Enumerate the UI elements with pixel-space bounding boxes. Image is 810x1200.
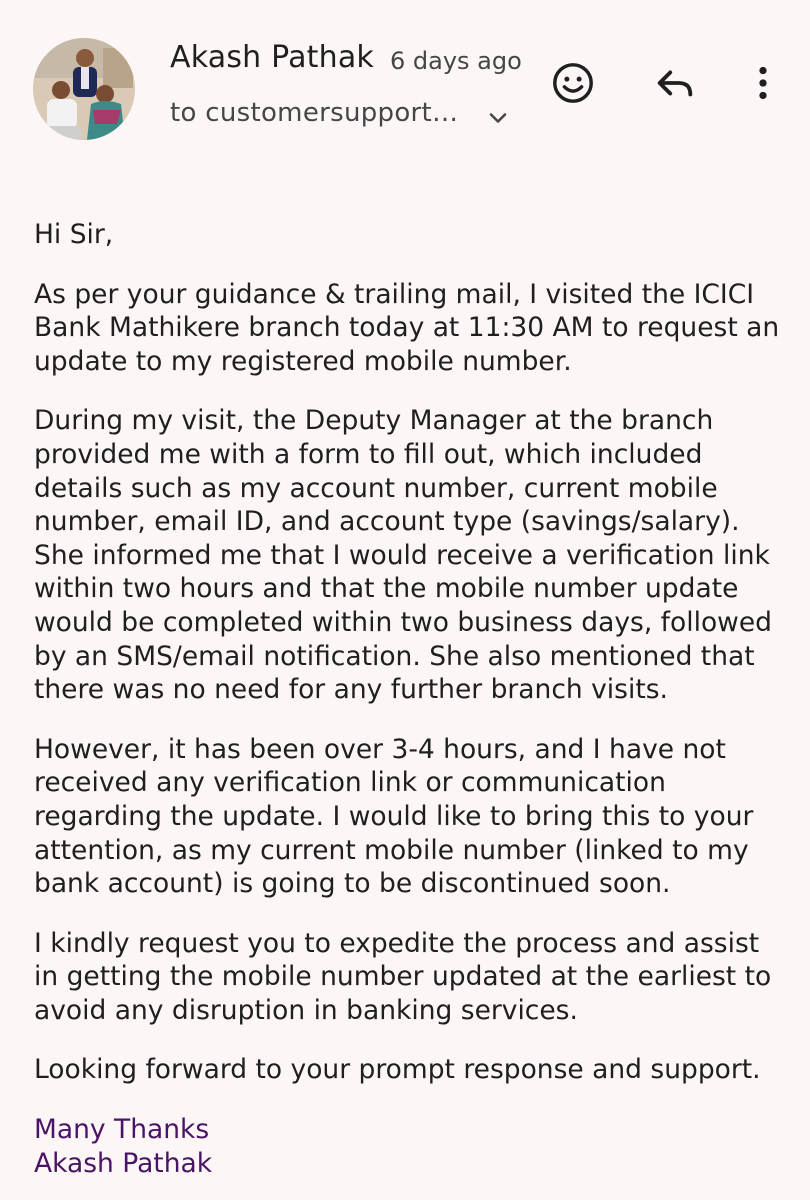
add-reaction-button[interactable] (546, 56, 600, 110)
body-paragraph: However, it has been over 3-4 hours, and I have not received any verification link or communication regarding the update. I would like to bring this to your attention, as my current mobile number (linked to my bank account) is going to be discontinued soon. (34, 733, 754, 900)
more-options-button[interactable] (736, 56, 790, 110)
body-paragraph: Looking forward to your prompt response and support. (34, 1054, 761, 1086)
sender-avatar[interactable] (33, 38, 135, 140)
reply-arrow-icon (652, 60, 698, 106)
reply-button[interactable] (648, 56, 702, 110)
message-header (0, 0, 810, 170)
signature-closing: Many Thanks (34, 1114, 210, 1146)
emoji-smile-icon (550, 60, 596, 106)
body-paragraph: I kindly request you to expedite the process and assist in getting the mobile number updated at the earliest to avoid any disruption in banking services. (34, 927, 772, 1026)
body-paragraph: During my visit, the Deputy Manager at the branch provided me with a form to fill out, which included details such as my account number, current mobile number, email ID, and account type (savings/salary). She informed me that I would receive a verification link within two hours and that the mobile number update would be completed within two business days, followed by an SMS/email notification. She also mentioned that there was no need for any further branch visits. (34, 405, 772, 706)
avatar-photo-icon (33, 38, 135, 140)
message-body (34, 218, 784, 1180)
more-vert-icon (740, 60, 786, 106)
chevron-down-icon[interactable] (484, 104, 512, 132)
signature-name: Akash Pathak (34, 1147, 213, 1179)
greeting: Hi Sir, (34, 219, 114, 250)
recipient-line[interactable]: to customersupport… (170, 98, 459, 128)
body-paragraph: As per your guidance & trailing mail, I visited the ICICI Bank Mathikere branch today at 11:30 AM to request an update to my registered mobile number. (34, 278, 780, 377)
sender-name[interactable]: Akash Pathak (170, 40, 374, 75)
message-time: 6 days ago (390, 47, 522, 75)
